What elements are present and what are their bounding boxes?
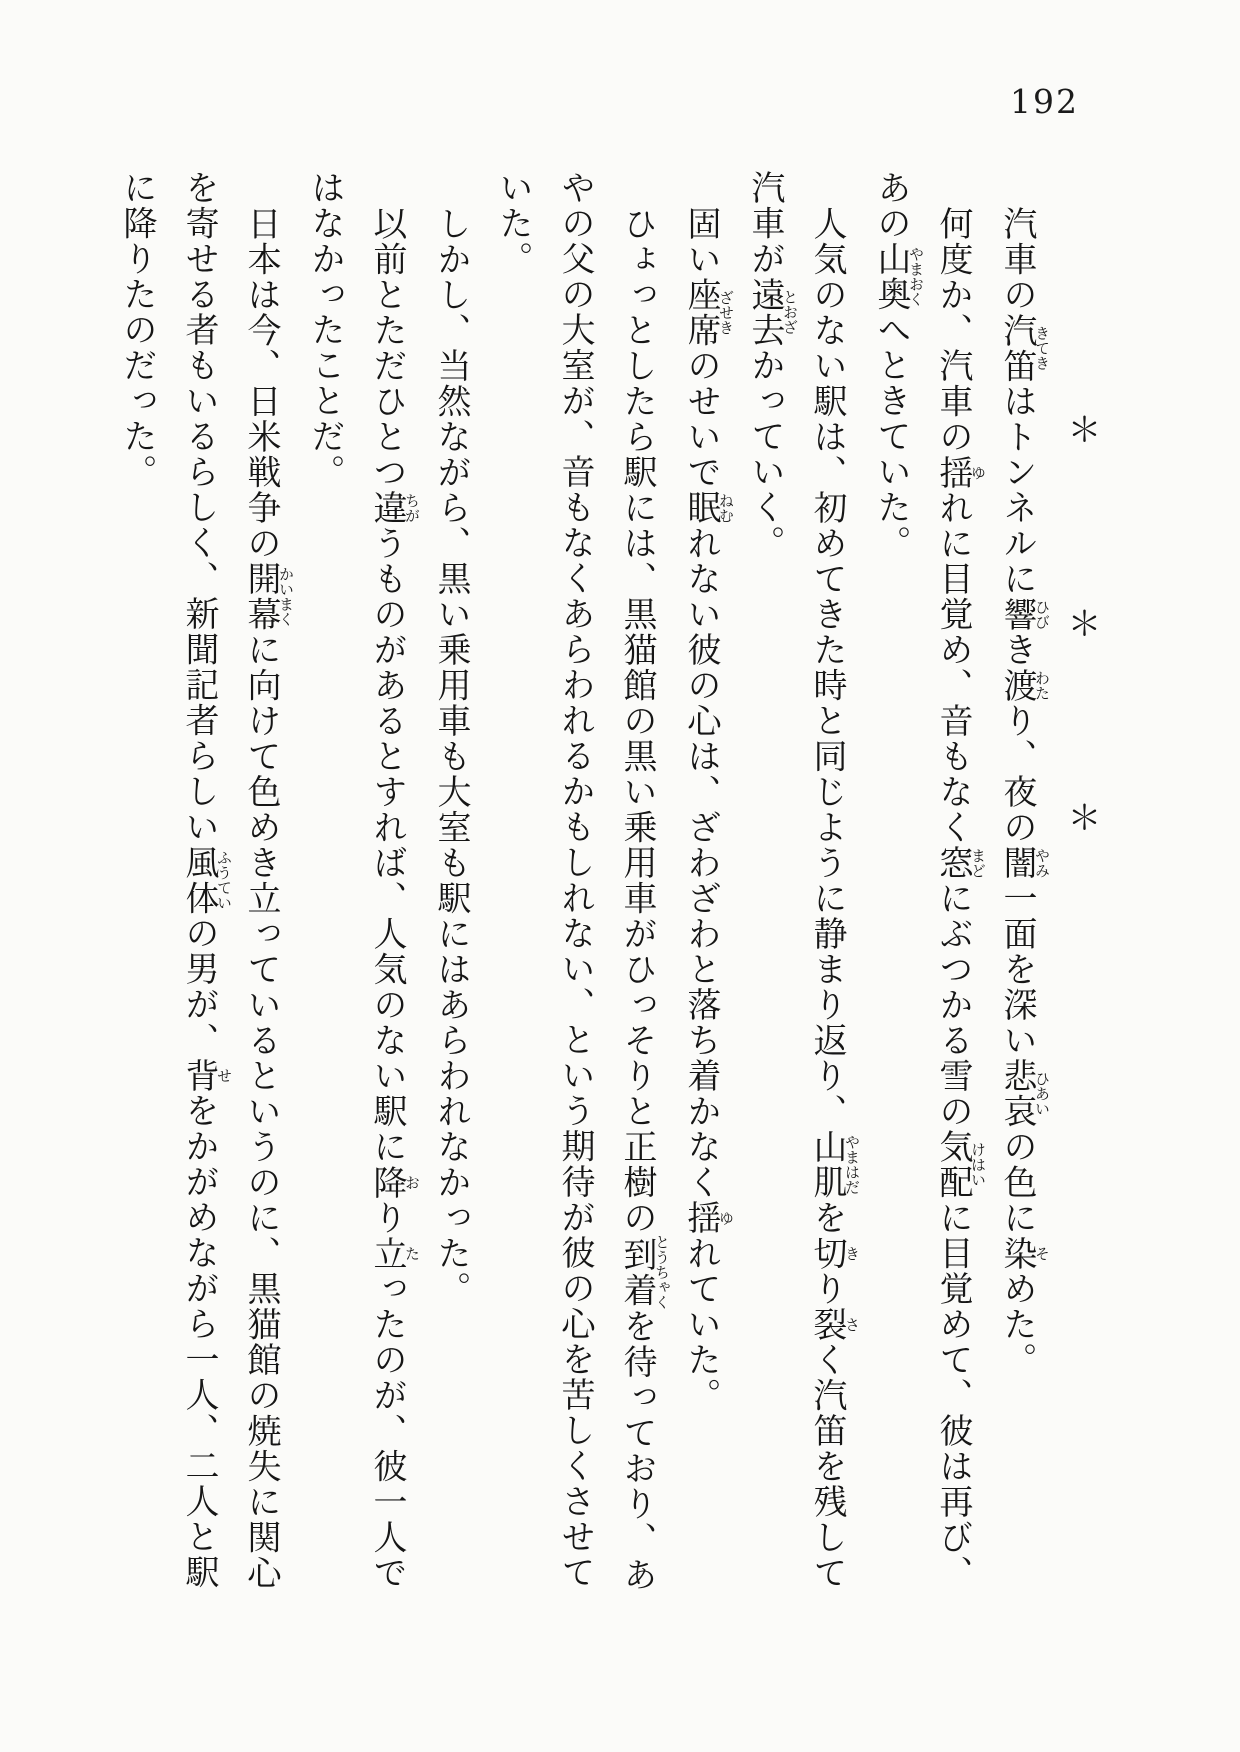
furigana: まど — [969, 845, 987, 881]
paragraph: 固い座席ざせきのせいで眠ねむれない彼の心は、ざわざわと落ち着かなく揺ゆれていた。 — [681, 206, 735, 1413]
furigana: やまおく — [907, 241, 925, 312]
furigana: き — [843, 1235, 861, 1271]
ruby-base: 山肌やまはだ — [807, 1129, 861, 1200]
furigana: さ — [843, 1306, 861, 1342]
furigana: お — [403, 1164, 421, 1200]
furigana: せ — [215, 1057, 233, 1093]
page-number: 192 — [1010, 82, 1079, 121]
furigana: かいまく — [277, 561, 295, 632]
furigana: ふうてい — [215, 844, 233, 916]
ruby-base: 座席ざせき — [681, 277, 735, 348]
furigana: やまはだ — [843, 1129, 861, 1200]
furigana: きてき — [1033, 312, 1051, 384]
ruby-base: 窓まど — [933, 845, 987, 881]
furigana: けはい — [969, 1129, 987, 1200]
furigana: とおざ — [781, 276, 799, 348]
text-block — [106, 170, 1112, 1602]
ruby-base: 揺ゆ — [681, 1200, 735, 1236]
furigana: わた — [1033, 667, 1051, 703]
paragraph: 何度か、汽車の揺ゆれに目覚め、音もなく窓まどにぶつかる雪の気配けはいに目覚めて、彼は再び、あの山奥やまおくへときていた。 — [871, 170, 987, 1591]
ruby-base: 切き — [807, 1235, 861, 1271]
ruby-base: 揺ゆ — [933, 454, 987, 490]
ruby-base: 眠ねむ — [681, 490, 735, 526]
furigana: ざせき — [717, 277, 735, 348]
furigana: そ — [1033, 1235, 1051, 1271]
ruby-base: 風体ふうてい — [179, 844, 233, 916]
paragraph: ひょっとしたら駅には、黒猫館の黒い乗用車がひっそりと正樹の到着とうちゃくを待っており、あやの父の大室が、音もなくあらわれるかもしれない、という期待が彼の心を苦しくさせていた。 — [493, 170, 671, 1593]
ruby-base: 汽笛きてき — [997, 312, 1051, 384]
paragraph: 以前とただひとつ違ちがうものがあるとすれば、人気のない駅に降おり立たったのが、彼一人ではなかったことだ。 — [305, 170, 421, 1591]
ruby-base: 降お — [367, 1164, 421, 1200]
ruby-base: 立た — [367, 1235, 421, 1271]
furigana: た — [403, 1235, 421, 1271]
ruby-base: 山奥やまおく — [871, 241, 925, 312]
furigana: ゆ — [717, 1200, 735, 1236]
ruby-base: 遠去とおざ — [745, 276, 799, 348]
ruby-base: 染そ — [997, 1235, 1051, 1271]
furigana: ゆ — [969, 454, 987, 490]
ruby-base: 違ちが — [367, 490, 421, 526]
paragraph: 人気のない駅は、初めてきた時と同じように静まり返り、山肌やまはだを切きり裂さく汽笛を残して汽車が遠去とおざかっていく。 — [745, 170, 861, 1591]
furigana: とうちゃく — [653, 1234, 671, 1310]
ruby-base: 背せ — [179, 1057, 233, 1093]
furigana: やみ — [1033, 845, 1051, 881]
ruby-base: 気配けはい — [933, 1129, 987, 1200]
paragraph: 日本は今、日米戦争の開幕かいまくに向けて色めき立っているというのに、黒猫館の焼失に関心を寄せる者もいるらしく、新聞記者らしい風体ふうていの男が、背せをかがめながら一人、二人と駅に降りたのだった。 — [117, 170, 295, 1591]
paragraph: 汽車の汽笛きてきはトンネルに響ひびき渡わたり、夜の闇やみ一面を深い悲哀ひあいの色に染そめた。 — [997, 206, 1051, 1378]
furigana: ねむ — [717, 490, 735, 526]
ruby-base: 闇やみ — [997, 845, 1051, 881]
ruby-base: 響ひび — [997, 596, 1051, 632]
furigana: ちが — [403, 490, 421, 526]
ruby-base: 到着とうちゃく — [617, 1234, 671, 1310]
ruby-base: 裂さ — [807, 1306, 861, 1342]
furigana: ひび — [1033, 596, 1051, 632]
ruby-base: 渡わた — [997, 667, 1051, 703]
furigana: ひあい — [1033, 1058, 1051, 1129]
section-break-asterisks: ＊＊＊ — [1061, 412, 1101, 994]
ruby-base: 悲哀ひあい — [997, 1058, 1051, 1129]
paragraph: しかし、当然ながら、黒い乗用車も大室も駅にはあらわれなかった。 — [431, 206, 471, 1307]
ruby-base: 開幕かいまく — [241, 561, 295, 632]
